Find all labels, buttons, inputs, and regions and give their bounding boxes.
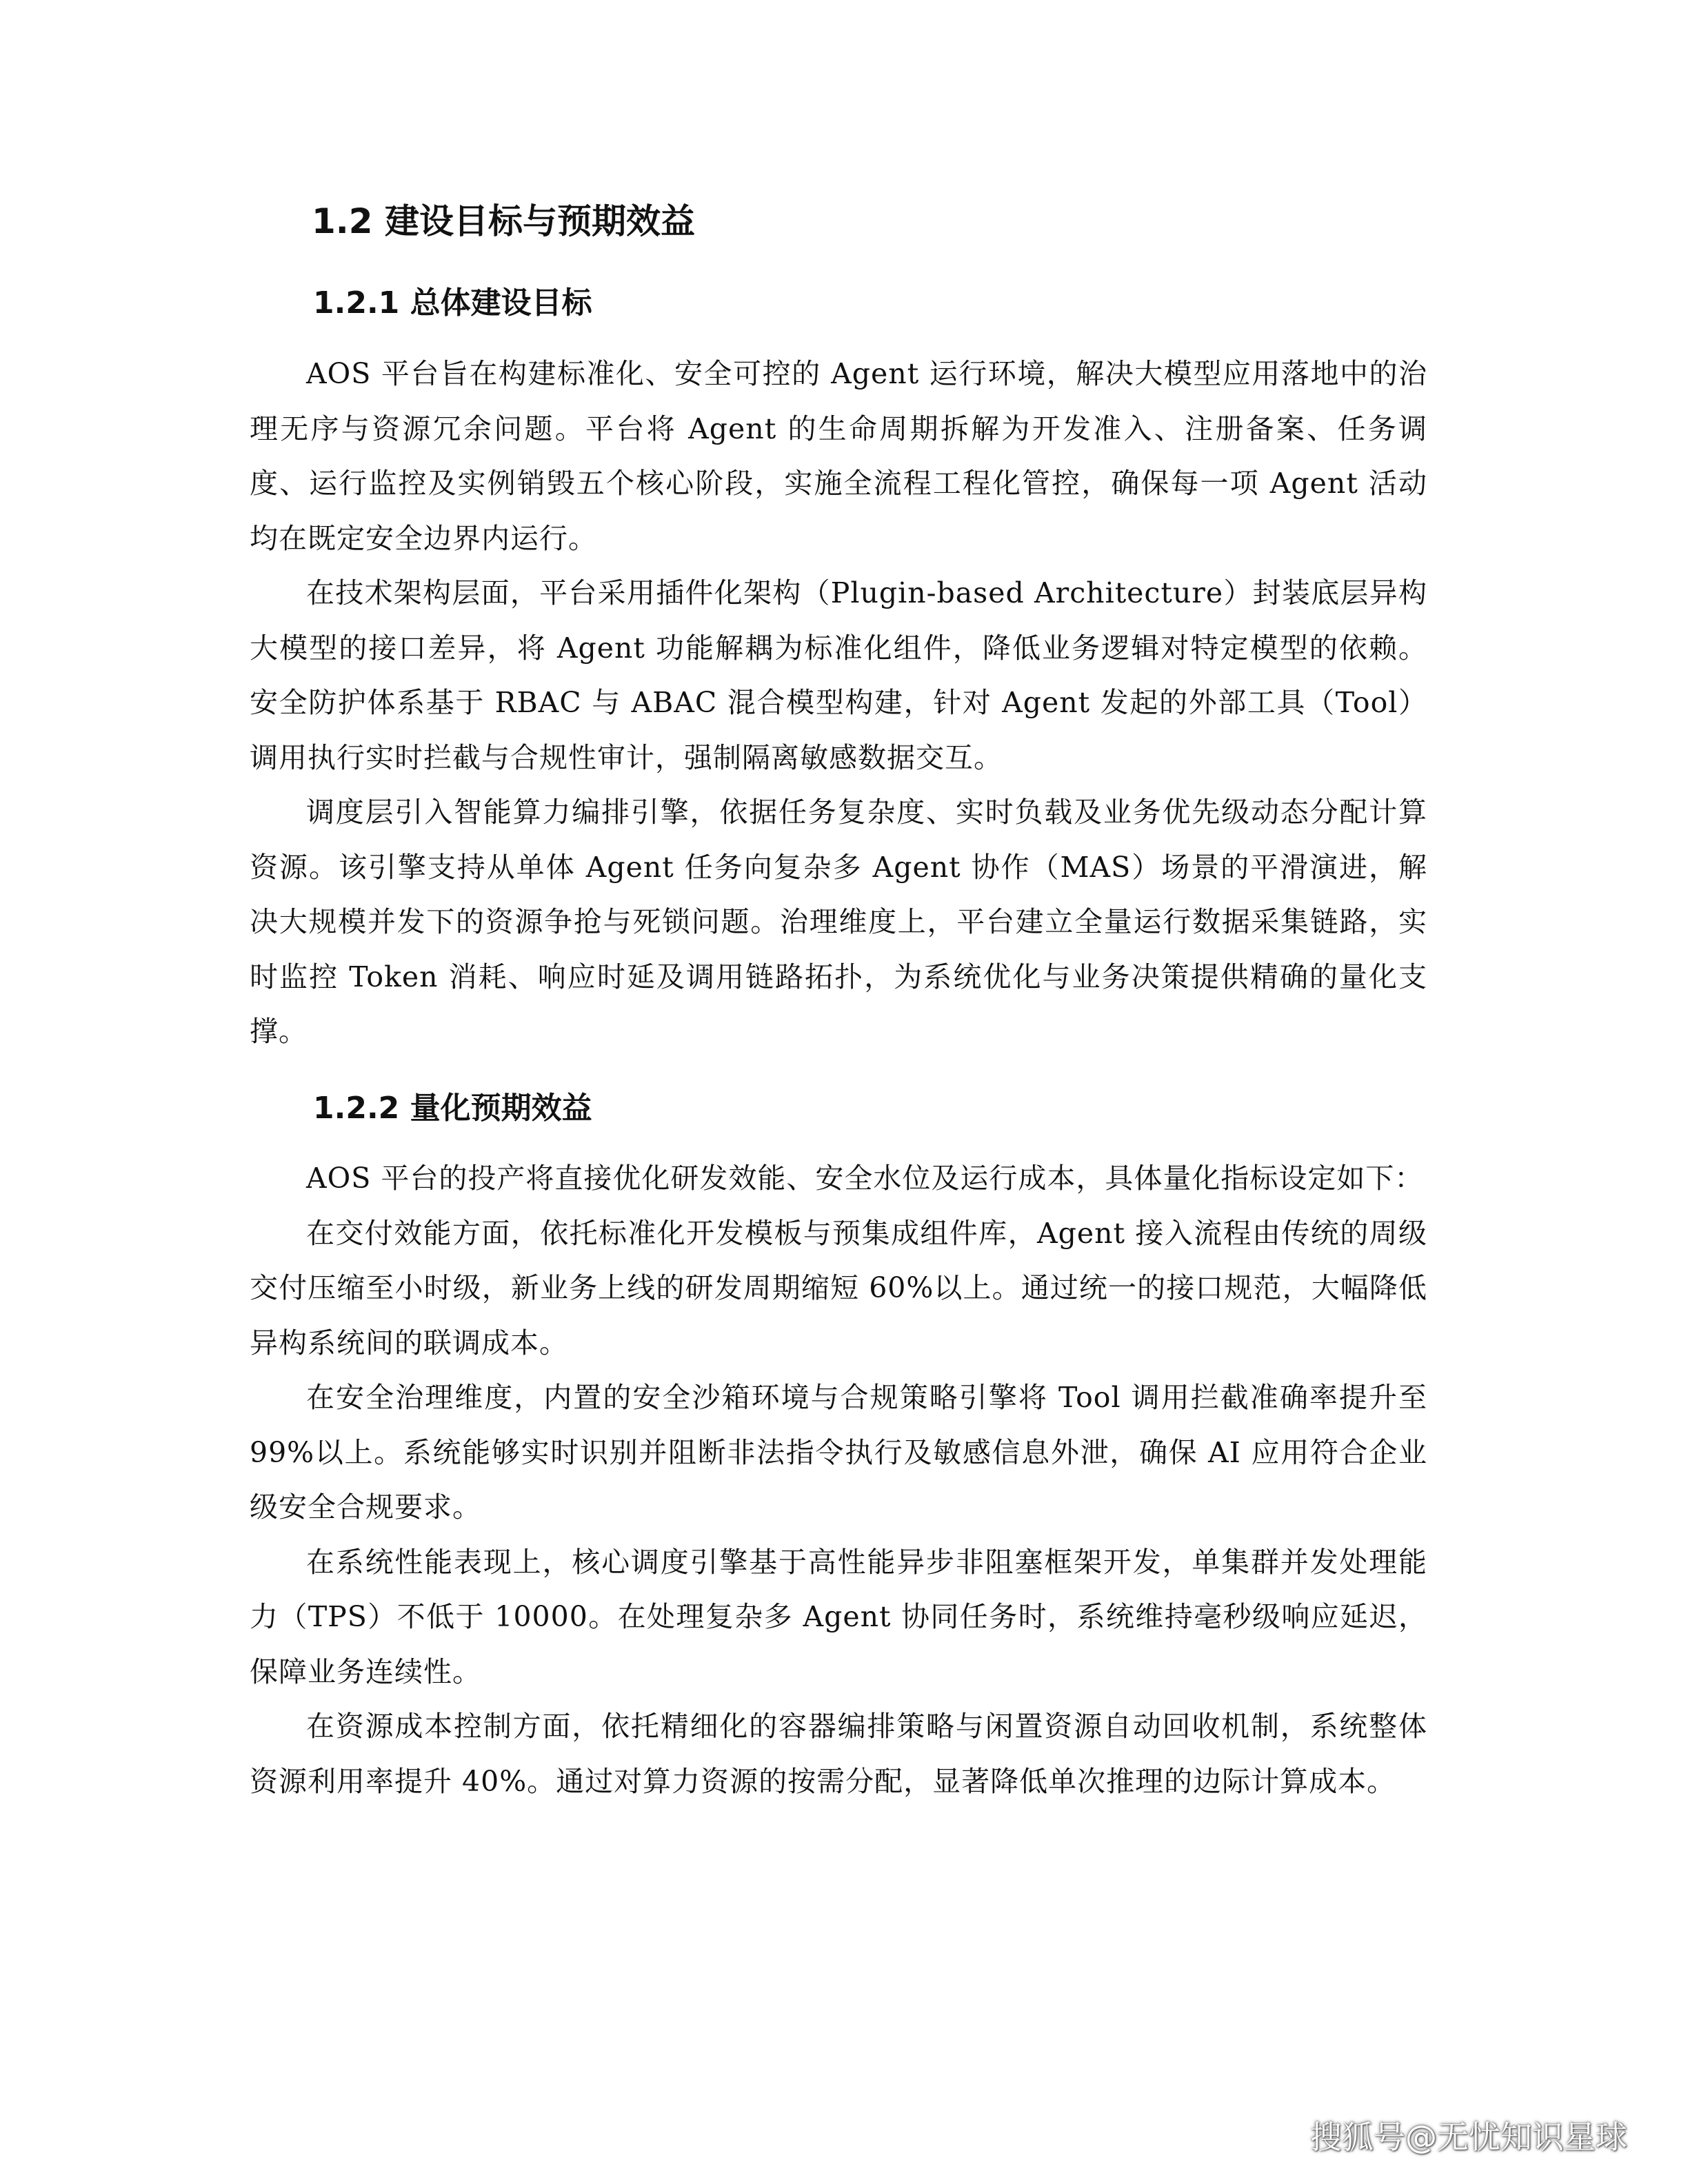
watermark: 搜狐号@无忧知识星球: [1310, 2119, 1627, 2156]
paragraph: 在技术架构层面，平台采用插件化架构（Plugin-based Architecture）封装底层异构大模型的接口差异，将 Agent 功能解耦为标准化组件，降低业务逻辑对特定模型的依赖。安全防护体系基于 RBAC 与 ABAC 混合模型构建，针对 Agent 发起的外部工具（Tool）调用执行实时拦截与合规性审计，强制隔离敏感数据交互。: [250, 576, 1427, 774]
subsection-body-overall-goals: [250, 347, 1427, 1060]
paragraph: 在系统性能表现上，核心调度引擎基于高性能异步非阻塞框架开发，单集群并发处理能力（TPS）不低于 10000。在处理复杂多 Agent 协同任务时，系统维持毫秒级响应延迟，保障业务连续性。: [250, 1545, 1427, 1688]
subsection-heading-overall-goals: 1.2.1 总体建设目标: [313, 285, 592, 321]
section-heading: 1.2 建设目标与预期效益: [312, 201, 695, 241]
paragraph: AOS 平台旨在构建标准化、安全可控的 Agent 运行环境，解决大模型应用落地中的治理无序与资源冗余问题。平台将 Agent 的生命周期拆解为开发准入、注册备案、任务调度、运行监控及实例销毁五个核心阶段，实施全流程工程化管控，确保每一项 Agent 活动均在既定安全边界内运行。: [250, 357, 1427, 555]
paragraph: 调度层引入智能算力编排引擎，依据任务复杂度、实时负载及业务优先级动态分配计算资源。该引擎支持从单体 Agent 任务向复杂多 Agent 协作（MAS）场景的平滑演进，解决大规模并发下的资源争抢与死锁问题。治理维度上，平台建立全量运行数据采集链路，实时监控 Token 消耗、响应时延及调用链路拓扑，为系统优化与业务决策提供精确的量化支撑。: [250, 796, 1427, 1048]
subsection-heading-quantified-benefits: 1.2.2 量化预期效益: [313, 1091, 592, 1126]
paragraph: 在交付效能方面，依托标准化开发模板与预集成组件库，Agent 接入流程由传统的周级交付压缩至小时级，新业务上线的研发周期缩短 60%以上。通过统一的接口规范，大幅降低异构系统间的联调成本。: [250, 1216, 1427, 1359]
subsection-body-quantified-benefits: [250, 1151, 1427, 1809]
paragraph: AOS 平台的投产将直接优化研发效能、安全水位及运行成本，具体量化指标设定如下：: [306, 1162, 1424, 1195]
paragraph: 在资源成本控制方面，依托精细化的容器编排策略与闲置资源自动回收机制，系统整体资源利用率提升 40%。通过对算力资源的按需分配，显著降低单次推理的边际计算成本。: [250, 1710, 1427, 1798]
paragraph: 在安全治理维度，内置的安全沙箱环境与合规策略引擎将 Tool 调用拦截准确率提升至 99%以上。系统能够实时识别并阻断非法指令执行及敏感信息外泄，确保 AI 应用符合企业级安全合规要求。: [250, 1381, 1427, 1524]
